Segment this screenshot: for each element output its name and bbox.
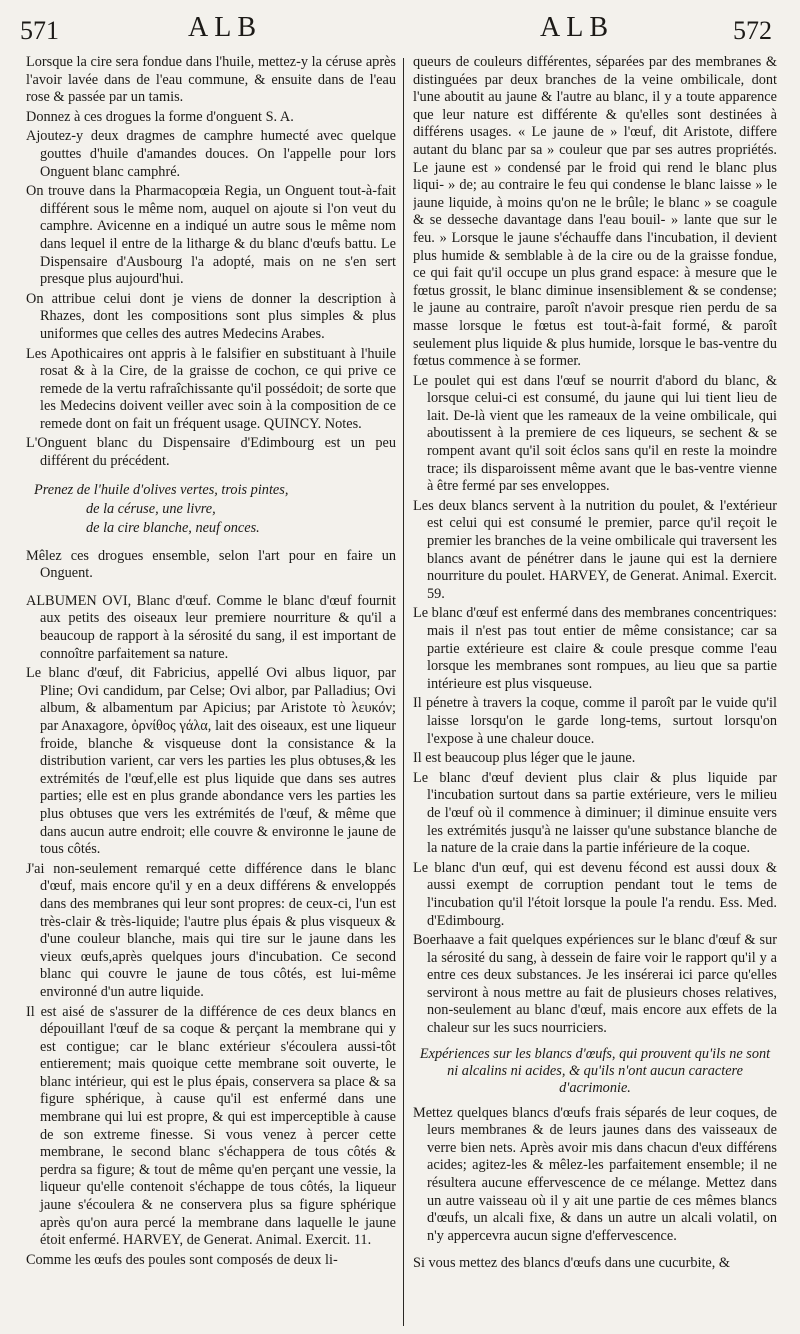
column-divider bbox=[403, 58, 404, 1326]
entry-albumen-ovi: ALBUMEN OVI, Blanc d'œuf. Comme le blanc d'œuf fournit aux petits des oiseaux leur premiere nourriture & qu'il a beaucoup de rapport à la sérosité du sang, il est important de connoître parfaitement sa nature. bbox=[26, 592, 396, 662]
paragraph: Le blanc d'œuf est enfermé dans des membranes concentriques: mais il n'est pas tout entier de même consistance; car sa partie extérieure est claire & coule presque comme l'eau lorsque les membranes sont rompues, au lieu que sa partie intérieure est plus visqueuse. bbox=[413, 605, 777, 692]
paragraph: Comme les œufs des poules sont composés de deux li- bbox=[26, 1251, 338, 1268]
paragraph: Les Apothicaires ont appris à le falsifier en substituant à l'huile rosat & à la Cire, de la graisse de cochon, ce qui prive ce remede de la vertu rafraîchissante qu'il possédoit; de sorte que les Medecins doivent veiller avec soin à la composition de ce remede dont on fait un fréquent usage. QUINCY. Notes. bbox=[26, 345, 396, 432]
paragraph: Le poulet qui est dans l'œuf se nourrit d'abord du blanc, & lorsque celui-ci est consumé, du jaune qui lui tient lieu de lait. De-là vient que les rameaux de la veine ombilicale, qui aboutissent à la premiere de ces liqueurs, se sechent & se rompent avant qu'il soit éclos sans qu'il en reste la moindre trace; ils disparoissent même avant que le bas-ventre vienne à être fermé par ses enveloppes. bbox=[413, 372, 777, 495]
recipe-line: de la céruse, une livre, bbox=[86, 500, 216, 517]
paragraph: queurs de couleurs différentes, séparées par des membranes & distinguées par deux branches de la veine ombilicale, dont l'une aboutit au jaune & l'autre au blanc, il y a toute apparence que leur nature est différente & qu'elles sont destinées à différens usages. « Le jaune de » l'œuf, dit Aristote, differe autant du blanc par sa » couleur que par ses autres propriétés. Le jaune est » condensé par le froid qui rend le blanc plus liqui- » de; au contraire le feu qui condense le blanc laisse » le jaune liquide, à moins qu'on ne le brûle; le blanc » se coagule & se desseche davantage dans l'eau bouil- » lante que sur le feu. » Lorsque le jaune s'échauffe dans l'incubation, il devient plus humide & semblable à de la cire ou de la graisse fondue, ce qui fait qu'il occupe un plus grand espace: à mesure que le fœtus grossit, le blanc diminue insensiblement & se condense; le jaune au contraire, paroît n'avoir presque rien perdu de sa masse lorsque le fœtus est tout-à-fait formé, & paroît seulement plus liquide & plus humide, lorsque le bas-ventre du fœtus commence à se former. bbox=[413, 54, 777, 370]
paragraph: Si vous mettez des blancs d'œufs dans une cucurbite, & bbox=[413, 1255, 731, 1272]
paragraph: Il est aisé de s'assurer de la différence de ces deux blancs en dépouillant l'œuf de sa coque & perçant la membrane qui y est contigue; car le blanc extérieur s'écoulera aussi-tôt entierement; mais quoique cette membrane soit ouverte, le blanc intérieur, qui est le plus épais, conservera sa place & sa figure sphérique, à cause qu'il est enfermé dans une membrane qui lui est propre, & qui est imperceptible à cause de son extreme finesse. Si vous venez à percer cette membrane, le second blanc s'échappera de tous côtés & perdra sa figure; & tout de même qu'en perçant une vessie, la liqueur qu'elle contenoit s'échappe de tous côtés, la liqueur jaune s'écoulera & ne conservera plus sa figure sphérique après qu'on aura percé la membrane dans laquelle le jaune étoit enfermé. HARVEY, de Generat. Animal. Exercit. 11. bbox=[26, 1003, 396, 1249]
paragraph: L'Onguent blanc du Dispensaire d'Edimbourg est un peu différent du précédent. bbox=[26, 435, 396, 470]
recipe-line: Prenez de l'huile d'olives vertes, trois pintes, bbox=[34, 481, 289, 498]
page-header bbox=[0, 10, 800, 50]
paragraph: Donnez à ces drogues la forme d'onguent S. A. bbox=[26, 108, 294, 125]
left-column bbox=[26, 54, 396, 1324]
recipe-line: de la cire blanche, neuf onces. bbox=[86, 519, 260, 536]
paragraph: On trouve dans la Pharmacopœia Regia, un Onguent tout-à-fait différent sous le même nom, auquel on ajoute si l'on veut du camphre. Avicenne en a indiqué un autre sous le même nom dans lequel il entre de la litharge & du blanc d'œufs battu. Le Dispensaire d'Ausbourg l'a adopté, mais on ne s'en sert presque plus aujourd'hui. bbox=[26, 183, 396, 288]
paragraph: Mêlez ces drogues ensemble, selon l'art pour en faire un Onguent. bbox=[26, 547, 396, 582]
paragraph: Il pénetre à travers la coque, comme il paroît par le vuide qu'il laisse lorsqu'on le garde long-tems, surtout lorsqu'on l'expose à une chaleur douce. bbox=[413, 695, 777, 747]
right-column bbox=[413, 54, 777, 1324]
paragraph: Les deux blancs servent à la nutrition du poulet, & l'extérieur est celui qui est consumé le premier, parce qu'il reçoit le premier les branches de la veine ombilicale qui traversent les blancs avant de pénétrer dans le jaune qui est la derniere nourriture du poulet. HARVEY, de Generat. Animal. Exercit. 59. bbox=[413, 497, 777, 602]
paragraph: On attribue celui dont je viens de donner la description à Rhazes, dont les compositions sont plus simples & plus uniformes que celles des autres Medecins Arabes. bbox=[26, 290, 396, 342]
section-title: Expériences sur les blancs d'œufs, qui prouvent qu'ils ne sont ni alcalins ni acides, & qu'ils n'ont aucun caractere d'acrimonie. bbox=[419, 1045, 771, 1096]
paragraph: J'ai non-seulement remarqué cette différence dans le blanc d'œuf, mais encore qu'il y en a deux différens & enveloppés dans des membranes qui leur sont propres: de ceux-ci, l'un est très-clair & très-liquide; l'autre plus épais & plus visqueux & d'une couleur blanche, mais qui tire sur le jaune dans les vieux œufs,après quelques jours d'incubation. Ce second blanc qui couvre le jaune de tous côtés, est lui-même environné d'un autre liquide. bbox=[26, 860, 396, 1000]
paragraph: Mettez quelques blancs d'œufs frais séparés de leur coques, de leurs membranes & de leurs jaunes dans des vaisseaux de verre bien nets. Après avoir mis dans chacun d'eux différens acides; agitez-les & mêlez-les parfaitement ensemble; il ne résultera aucune effervescence de ce mélange. Mettez dans un autre vaisseau où il y ait une partie de ces mêmes blancs d'œufs, un alcali fixe, & dans un autre un alcali volatil, on n'y appercevra aucun signe d'effervescence. bbox=[413, 1104, 777, 1244]
paragraph: Boerhaave a fait quelques expériences sur le blanc d'œuf & sur la sérosité du sang, à dessein de faire voir le rapport qu'il y a entre ces deux substances. Je les insérerai ici parce qu'elles serviront à nous mettre au fait de plusieurs choses relatives, non-seulement au blanc d'œuf, mais encore aux effets de la chaleur sur les sucs nourriciers. bbox=[413, 932, 777, 1037]
paragraph: Il est beaucoup plus léger que le jaune. bbox=[413, 750, 636, 767]
page-number-right: 572 bbox=[733, 16, 772, 45]
paragraph: Le blanc d'œuf devient plus clair & plus liquide par l'incubation surtout dans sa partie extérieure, vers le milieu de l'œuf où il commence à diminuer; il diminue ensuite vers les extrémités jusqu'à ne laisser qu'une substance blanche de la nature de la craie dans la partie inférieure de la coque. bbox=[413, 769, 777, 857]
paragraph: Lorsque la cire sera fondue dans l'huile, mettez-y la céruse après l'avoir lavée dans de l'eau commune, & ensuite dans de l'eau rose & passée par un tamis. bbox=[26, 54, 396, 106]
running-head-right: ALB bbox=[540, 12, 614, 43]
paragraph: Le blanc d'œuf, dit Fabricius, appellé Ovi albus liquor, par Pline; Ovi candidum, par Celse; Ovi albor, par Palladius; Ovi album, & albamentum par Apicius; par Aristote τὸ λευκόν; par Anaxagore, ὀρνίθος γάλα, lait des oiseaux, est une liqueur froide, blanche & visqueuse dont la consistance & la distribution varient, car vers les parties les plus obtuses,& les extrémités de l'œuf,elle est plus liquide que dans ses autres parties; elle est en plus grande abondance vers les parties les plus obtuses que vers les extrémités de l'œuf, & même que dans aucun autre endroit; elle couvre & environne le jaune de tous côtés. bbox=[26, 665, 396, 858]
running-head-left: ALB bbox=[188, 12, 262, 43]
paragraph: Le blanc d'un œuf, qui est devenu fécond est aussi doux & aussi exempt de corruption pendant tout le tems de l'incubation qu'il l'étoit lorsque la poule l'a rendu. Ess. Med. d'Edimbourg. bbox=[413, 859, 777, 929]
paragraph: Ajoutez-y deux dragmes de camphre humecté avec quelque gouttes d'huile d'amandes douces. On l'appelle pour lors Onguent blanc camphré. bbox=[26, 128, 396, 180]
page-number-left: 571 bbox=[20, 16, 59, 45]
recipe-verse bbox=[34, 481, 396, 538]
